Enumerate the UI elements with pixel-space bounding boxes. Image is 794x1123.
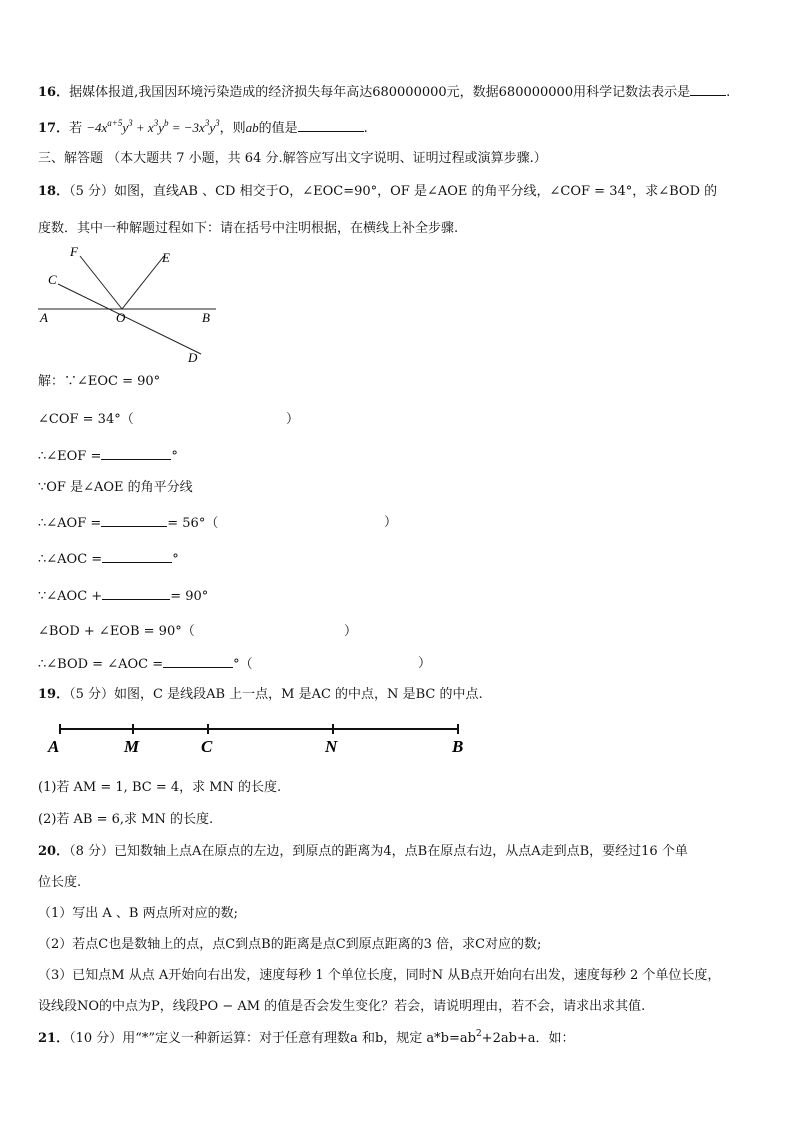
question-number: 18． — [38, 184, 70, 199]
label-C: C — [201, 737, 213, 756]
step-1 — [38, 411, 134, 429]
question-18-line2: 度数．其中一种解题过程如下：请在括号中注明根据，在横线上补全步骤. — [38, 221, 459, 236]
segment-figure — [44, 722, 474, 758]
eq-term: y — [209, 120, 216, 135]
question-21 — [38, 1030, 575, 1048]
question-text: （5 分）如图，直线AB 、CD 相交于O，∠EOC=90°，OF 是∠AOE 的角平分线，∠COF = 34°，求∠BOD 的 — [69, 184, 718, 199]
step-7 — [38, 623, 195, 641]
step-3: ∵OF 是∠AOE 的角平分线 — [38, 480, 193, 495]
ray-OE — [122, 256, 164, 309]
question-18-line1 — [38, 183, 717, 201]
question-text: （5 分）如图，C 是线段AB 上一点，M 是AC 的中点，N 是BC 的中点. — [69, 687, 483, 702]
question-16 — [38, 83, 730, 102]
question-number: 19． — [38, 687, 70, 702]
label-C: C — [48, 272, 57, 287]
answer-blank[interactable] — [163, 655, 233, 668]
question-19 — [38, 686, 483, 704]
question-number: 21． — [38, 1031, 70, 1046]
question-19-part2: (2)若 AB = 6,求 MN 的长度. — [38, 812, 214, 827]
question-text: （10 分）用“*”定义一种新运算：对于任意有理数a 和b，规定 a*b=ab — [69, 1031, 476, 1046]
question-number: 20． — [38, 844, 70, 859]
step-7-close: ） — [344, 624, 358, 639]
label-N: N — [325, 737, 338, 756]
ray-OF — [80, 256, 122, 309]
label-B: B — [452, 737, 464, 756]
degree-sign: ° — [172, 552, 179, 567]
eq-term: = −3x — [168, 120, 205, 135]
step-5 — [38, 550, 179, 569]
question-17 — [38, 119, 368, 138]
answer-blank[interactable] — [102, 587, 170, 600]
question-end: . — [726, 85, 731, 100]
question-end: . — [363, 121, 368, 136]
eq-exp: 3 — [215, 118, 220, 128]
question-20-line1 — [38, 843, 688, 861]
label-A: A — [40, 310, 48, 325]
question-post: 的值是 — [258, 121, 298, 136]
equation — [86, 120, 219, 135]
question-20-part2: （2）若点C也是数轴上的点，点C到点B的距离是点C到原点距离的3 倍，求C对应的数; — [38, 937, 542, 952]
step-text: ∴∠AOC = — [38, 552, 103, 567]
eq-term: y — [122, 120, 129, 135]
eq-term: −4x — [86, 120, 108, 135]
answer-blank[interactable] — [101, 514, 167, 527]
question-20-part3a: （3）已知点M 从点 A开始向右出发，速度每秒 1 个单位长度，同时N 从B点开始向右出发，速度每秒 2 个单位长度， — [38, 968, 721, 983]
eq-exp: 3 — [153, 118, 159, 128]
question-mid: ，则 — [219, 121, 246, 136]
step-text: ∴∠AOF = — [38, 516, 102, 531]
eq-exp: 3 — [128, 118, 133, 128]
line-CD — [58, 284, 201, 354]
question-pre: 若 — [69, 121, 83, 136]
step-text: ∴∠EOF = — [38, 449, 102, 464]
eq-term: y — [158, 120, 164, 135]
step-8 — [38, 655, 253, 674]
eq-term: + x — [132, 120, 154, 135]
step-value: = 90° — [170, 589, 209, 604]
step-text: ∠COF = 34°（ — [38, 412, 134, 427]
step-6 — [38, 587, 208, 606]
label-E: E — [162, 250, 170, 265]
ab-var: ab — [245, 120, 259, 135]
label-O: O — [116, 310, 126, 325]
step-8-close: ） — [418, 656, 432, 671]
step-4-close: ） — [384, 515, 398, 530]
question-20-line2: 位长度. — [38, 875, 82, 890]
label-M: M — [124, 737, 140, 756]
answer-blank[interactable] — [298, 119, 364, 132]
section-heading: 三、解答题 （本大题共 7 小题，共 64 分.解答应写出文字说明、证明过程或演算步骤.） — [38, 151, 547, 166]
question-20-part3b: 设线段NO的中点为P，线段PO − AM 的值是否会发生变化？若会，请说明理由，若不会，请求出求其值. — [38, 999, 646, 1014]
question-text: （8 分）已知数轴上点A在原点的左边，到原点的距离为4，点B在原点右边，从点A走到点B，要经过16 个单 — [69, 844, 688, 859]
answer-blank[interactable] — [690, 83, 726, 96]
question-20-part1: （1）写出 A 、B 两点所对应的数; — [38, 906, 238, 921]
question-number: 17． — [38, 121, 70, 136]
step-text: ∵∠AOC + — [38, 589, 103, 604]
answer-blank[interactable] — [102, 550, 172, 563]
eq-exp: b — [163, 118, 169, 128]
eq-exp: 3 — [204, 118, 210, 128]
label-B: B — [202, 310, 210, 325]
label-F: F — [70, 244, 78, 259]
eq-exp: a+5 — [107, 118, 123, 128]
step-value: = 56°（ — [167, 516, 219, 531]
answer-blank[interactable] — [101, 447, 171, 460]
step-2 — [38, 447, 178, 466]
degree-sign: ° — [171, 449, 178, 464]
degree-sign: °（ — [233, 657, 253, 672]
question-tail: +2ab+a．如： — [481, 1031, 575, 1046]
label-D: D — [188, 350, 198, 365]
question-text: 据媒体报道,我国因环境污染造成的经济损失每年高达680000000元，数据680000000用科学记数法表示是 — [69, 85, 691, 100]
question-number: 16． — [38, 85, 70, 100]
step-text: ∴∠BOD = ∠AOC = — [38, 657, 164, 672]
angle-figure — [36, 244, 226, 368]
label-A: A — [48, 737, 60, 756]
question-19-part1: (1)若 AM = 1, BC = 4，求 MN 的长度. — [38, 780, 282, 795]
exponent: 2 — [475, 1029, 482, 1039]
step-4 — [38, 514, 218, 533]
step-0: 解：∵∠EOC = 90° — [38, 374, 161, 389]
step-1-close: ） — [286, 412, 300, 427]
step-text: ∠BOD + ∠EOB = 90°（ — [38, 624, 195, 639]
